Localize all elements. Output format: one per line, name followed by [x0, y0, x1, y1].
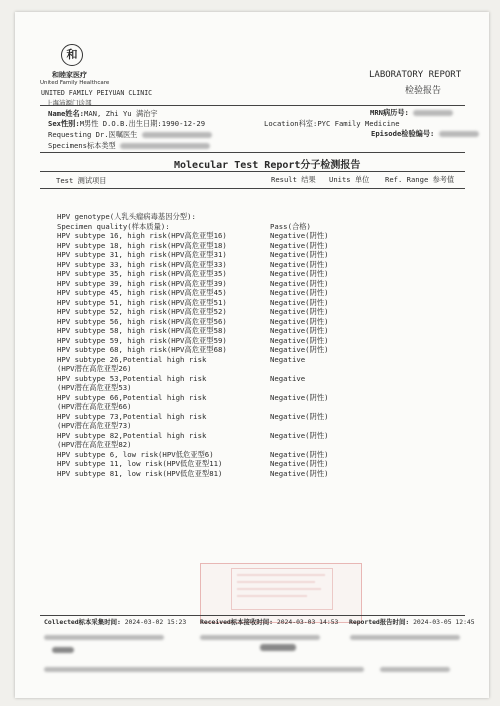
test-name: HPV subtype 58, high risk(HPV高危亚型58) — [57, 326, 227, 335]
footer-redacted-sign-2 — [260, 637, 296, 656]
clinic-name-en-small: United Family Healthcare — [40, 80, 110, 86]
patient-divider — [40, 152, 465, 153]
footer-divider — [40, 615, 465, 616]
test-result: Pass(合格) — [270, 221, 311, 231]
table-row — [57, 250, 457, 260]
table-row — [57, 345, 457, 355]
test-name-sub: (HPV潜在高危亚型66) — [57, 402, 132, 411]
column-header-test: Test 测试项目 — [56, 176, 107, 185]
test-name-sub: (HPV潜在高危亚型82) — [57, 440, 132, 449]
requesting-doctor: Requesting Dr.医嘱医生 — [48, 130, 212, 140]
test-result: Negative(阴性) — [270, 449, 329, 459]
column-header-ref: Ref. Range 参考值 — [385, 175, 455, 184]
test-name: HPV subtype 66,Potential high risk — [57, 392, 207, 402]
table-row — [57, 450, 457, 460]
test-result: Negative(阴性) — [270, 288, 329, 297]
table-row — [57, 231, 457, 241]
table-row — [57, 260, 457, 270]
test-name: HPV subtype 82,Potential high risk — [57, 430, 207, 440]
test-result: Negative(阴性) — [270, 335, 329, 345]
section-divider — [40, 171, 465, 172]
report-title-cn: 检验报告 — [405, 86, 442, 96]
clinic-name-en: UNITED FAMILY PEIYUAN CLINIC — [41, 89, 153, 97]
test-result: Negative(阴性) — [270, 411, 329, 421]
test-result: Negative(阴性) — [270, 269, 329, 278]
table-row — [57, 326, 457, 336]
patient-location: Location科室:PYC Family Medicine — [264, 119, 400, 128]
test-name: HPV genotype(人乳头瘤病毒基因分型): — [57, 212, 196, 221]
table-row — [57, 336, 457, 346]
test-name: HPV subtype 16, high risk(HPV高危亚型16) — [57, 231, 227, 240]
clinic-logo-icon: 和 — [61, 44, 83, 66]
test-name-sub: (HPV潜在高危亚型26) — [57, 364, 132, 373]
table-row — [57, 269, 457, 279]
table-row — [57, 374, 457, 393]
test-result: Negative(阴性) — [270, 307, 329, 316]
columns-divider — [40, 188, 465, 189]
test-name-sub: (HPV潜在高危亚型53) — [57, 383, 132, 392]
section-title: Molecular Test Report分子检测报告 — [174, 160, 361, 171]
report-title-en: LABORATORY REPORT — [369, 70, 462, 80]
test-name: HPV subtype 73,Potential high risk — [57, 411, 207, 421]
footer-disclaimer-redacted — [44, 659, 364, 678]
test-result: Negative(阴性) — [270, 240, 329, 250]
test-name: HPV subtype 53,Potential high risk — [57, 373, 207, 383]
column-header-units: Units 单位 — [329, 175, 370, 184]
test-name: HPV subtype 45, high risk(HPV高危亚型45) — [57, 288, 227, 297]
table-row — [57, 431, 457, 450]
received-time: Received标本接收时间: 2024-03-03 14:53 — [200, 618, 339, 626]
test-result: Negative(阴性) — [270, 231, 329, 240]
table-row — [57, 412, 457, 431]
test-name-sub: (HPV潜在高危亚型73) — [57, 421, 132, 430]
column-header-result: Result 结果 — [271, 175, 316, 184]
test-result: Negative(阴性) — [270, 316, 329, 326]
test-result: Negative(阴性) — [270, 297, 329, 307]
header-divider — [40, 105, 465, 106]
test-result: Negative(阴性) — [270, 326, 329, 335]
test-name: HPV subtype 31, high risk(HPV高危亚型31) — [57, 250, 227, 259]
test-result: Negative(阴性) — [270, 278, 329, 288]
table-row — [57, 241, 457, 251]
test-result: Negative(阴性) — [270, 250, 329, 259]
test-result: Negative(阴性) — [270, 259, 329, 269]
clinic-name-cn: 和睦家医疗 — [52, 71, 87, 79]
collected-time: Collected标本采集时间: 2024-03-02 15:23 — [44, 618, 187, 626]
test-name: HPV subtype 11, low risk(HPV低危亚型11) — [57, 459, 223, 468]
clinic-name-cn-sub: 上海沛源门诊部 — [46, 99, 92, 107]
test-name: HPV subtype 26,Potential high risk — [57, 354, 207, 364]
table-row — [57, 459, 457, 469]
footer-redacted-sign-1 — [52, 639, 74, 658]
table-row — [57, 279, 457, 289]
test-name: HPV subtype 81, low risk(HPV低危亚型81) — [57, 468, 223, 478]
lab-stamp — [200, 563, 362, 623]
table-row — [57, 222, 457, 232]
test-name: HPV subtype 56, high risk(HPV高危亚型56) — [57, 316, 227, 326]
patient-name: Name姓名:MAN, Zhi Yu 满治宇 — [48, 109, 158, 118]
test-result: Negative — [270, 373, 306, 383]
patient-sex-dob: Sex性别:M男性 D.O.B.出生日期:1990-12-29 — [48, 119, 206, 128]
episode-field: Episode检验编号: — [371, 129, 479, 139]
table-row — [57, 393, 457, 412]
test-name: HPV subtype 59, high risk(HPV高危亚型59) — [57, 335, 227, 345]
table-row — [57, 288, 457, 298]
test-result: Negative(阴性) — [270, 430, 329, 440]
test-name: HPV subtype 39, high risk(HPV高危亚型39) — [57, 278, 227, 288]
table-row — [57, 317, 457, 327]
mrn-field: MRN病历号: — [370, 108, 453, 118]
test-name: HPV subtype 52, high risk(HPV高危亚型52) — [57, 307, 227, 316]
test-name: HPV subtype 68, high risk(HPV高危亚型68) — [57, 345, 227, 354]
table-row — [57, 469, 457, 479]
test-name: HPV subtype 51, high risk(HPV高危亚型51) — [57, 297, 227, 307]
test-name: HPV subtype 33, high risk(HPV高危亚型33) — [57, 259, 227, 269]
footer-redacted-line-3 — [350, 627, 460, 646]
test-name: Specimen quality(样本质量): — [57, 221, 170, 231]
table-row — [57, 307, 457, 317]
footer-disclaimer-redacted-2 — [380, 659, 450, 678]
test-result: Negative(阴性) — [270, 468, 329, 478]
test-name: HPV subtype 18, high risk(HPV高危亚型18) — [57, 240, 227, 250]
test-result: Negative(阴性) — [270, 345, 329, 354]
test-result: Negative(阴性) — [270, 392, 329, 402]
test-result: Negative(阴性) — [270, 459, 329, 468]
table-row — [57, 355, 457, 374]
table-row — [57, 298, 457, 308]
test-name: HPV subtype 35, high risk(HPV高危亚型35) — [57, 269, 227, 278]
specimens-field: Specimens标本类型 — [48, 141, 210, 151]
table-row — [57, 212, 457, 222]
test-name: HPV subtype 6, low risk(HPV低危亚型6) — [57, 449, 214, 459]
reported-time: Reported报告时间: 2024-03-05 12:45 — [349, 618, 475, 626]
test-result: Negative — [270, 354, 306, 364]
